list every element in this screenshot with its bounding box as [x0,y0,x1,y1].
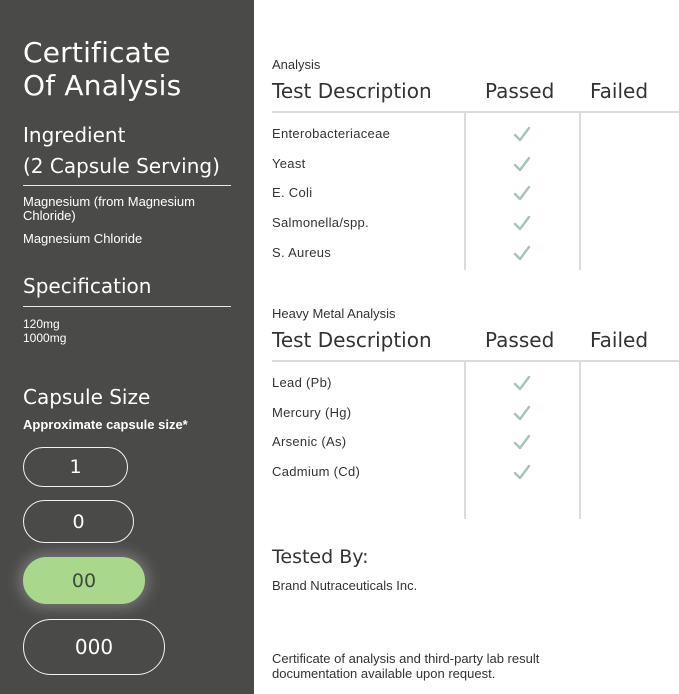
heavy-metal-header-failed: Failed [590,328,649,352]
capsule-size-heading: Capsule Size [23,385,151,409]
heavy-metal-column-divider [464,362,466,519]
ingredient-heading [23,120,233,182]
heavy-metal-header-description: Test Description [272,328,432,352]
left-panel [0,0,254,694]
check-icon [513,184,531,202]
analysis-panel [254,0,679,694]
capsule-size-000: 000 [23,619,165,675]
capsule-size-00: 00 [23,557,145,604]
check-icon [513,125,531,143]
analysis-row-label: Yeast [272,156,306,171]
analysis-header-passed: Passed [485,79,555,103]
analysis-header-divider [272,111,679,113]
check-icon [513,155,531,173]
tested-by-heading: Tested By: [272,546,369,568]
ingredient-divider [23,185,231,186]
analysis-column-divider [464,113,466,270]
check-icon [513,244,531,262]
check-icon [513,374,531,392]
title-line-1: Certificate [23,36,171,69]
check-icon [513,404,531,422]
specification-value: 120mg [23,317,60,331]
ingredient-heading-line-2: (2 Capsule Serving) [23,154,220,178]
heavy-metal-row-label: Lead (Pb) [272,375,332,390]
specification-divider [23,306,231,307]
title-line-2: Of Analysis [23,69,182,102]
tested-by-lab-name: Brand Nutraceuticals Inc. [272,578,418,593]
analysis-section-label: Analysis [272,57,321,72]
heavy-metal-column-divider [579,362,581,519]
ingredient-item: Magnesium Chloride [23,231,143,246]
analysis-row-label: S. Aureus [272,245,332,260]
analysis-row-label: Enterobacteriaceae [272,126,391,141]
capsule-size-1: 1 [23,447,128,487]
ingredient-item: Magnesium (from Magnesium Chloride) [23,194,195,223]
heavy-metal-row-label: Arsenic (As) [272,434,347,449]
capsule-size-note: Approximate capsule size* [23,417,188,432]
analysis-row-label: Salmonella/spp. [272,215,369,230]
analysis-row-label: E. Coli [272,185,313,200]
heavy-metal-section-label: Heavy Metal Analysis [272,306,396,321]
capsule-size-0: 0 [23,500,134,543]
analysis-header-description: Test Description [272,79,432,103]
analysis-header-failed: Failed [590,79,649,103]
heavy-metal-header-passed: Passed [485,328,555,352]
heavy-metal-row-label: Cadmium (Cd) [272,464,361,479]
specification-heading: Specification [23,274,152,298]
spacer [464,270,466,300]
check-icon [513,214,531,232]
analysis-column-divider [579,113,581,270]
footnote: Certificate of analysis and third-party lab result documentation available upon request. [272,651,540,681]
specification-value: 1000mg [23,331,67,345]
page-title [23,36,243,102]
heavy-metal-header-divider [272,360,679,362]
check-icon [513,433,531,451]
ingredient-heading-line-1: Ingredient [23,123,126,147]
heavy-metal-row-label: Mercury (Hg) [272,405,352,420]
check-icon [513,463,531,481]
